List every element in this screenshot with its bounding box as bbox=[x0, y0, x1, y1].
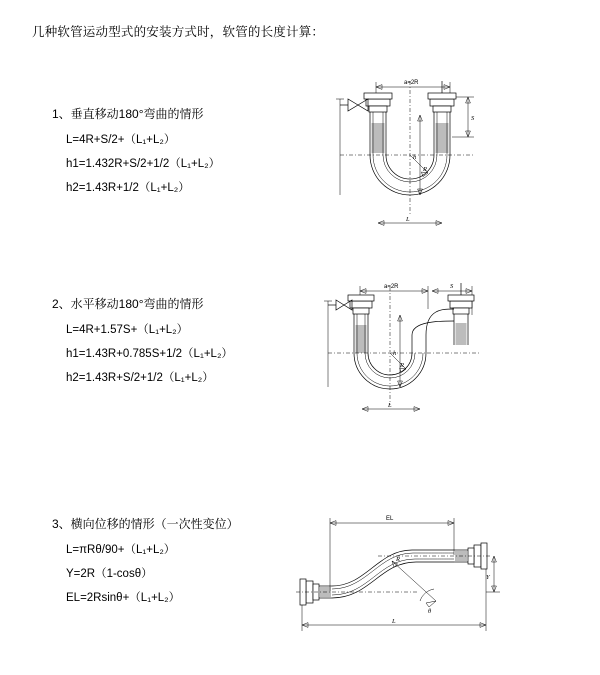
svg-text:h: h bbox=[413, 154, 417, 161]
section-1-formula-2: h1=1.432R+S/2+1/2（L₁+L₂） bbox=[66, 158, 221, 170]
svg-text:EL: EL bbox=[386, 516, 394, 522]
section-3-heading: 3、横向位移的情形（一次性变位） bbox=[52, 517, 239, 531]
svg-text:Y: Y bbox=[486, 574, 490, 581]
figure-vertical-180-bend bbox=[300, 75, 500, 265]
svg-text:a=2R: a=2R bbox=[384, 284, 399, 290]
section-1-heading: 1、垂直移动180°弯曲的情形 bbox=[52, 107, 204, 121]
svg-text:L: L bbox=[392, 618, 396, 625]
svg-text:S: S bbox=[471, 115, 475, 122]
section-3-formula-2: Y=2R（1-cosθ） bbox=[66, 568, 153, 580]
section-1-text bbox=[52, 105, 302, 203]
svg-text:R: R bbox=[400, 362, 404, 369]
figure-lateral-offset bbox=[288, 505, 508, 645]
svg-text:h: h bbox=[393, 350, 397, 357]
section-3-formula-3: EL=2Rsinθ+（L₁+L₂） bbox=[66, 592, 181, 604]
section-2-formula-3: h2=1.43R+S/2+1/2（L₁+L₂） bbox=[66, 372, 214, 384]
figure-horizontal-180-bend bbox=[300, 275, 500, 445]
section-2-formula-1: L=4R+1.57S+（L₁+L₂） bbox=[66, 324, 189, 336]
svg-text:L: L bbox=[388, 402, 392, 409]
page-title: 几种软管运动型式的安装方式时，软管的长度计算： bbox=[32, 25, 325, 39]
svg-text:L: L bbox=[406, 216, 410, 223]
section-3-text bbox=[52, 515, 302, 613]
svg-text:R: R bbox=[396, 556, 400, 563]
section-1-formula-1: L=4R+S/2+（L₁+L₂） bbox=[66, 134, 176, 146]
section-1-formula-3: h2=1.43R+1/2（L₁+L₂） bbox=[66, 182, 190, 194]
svg-text:S: S bbox=[450, 283, 454, 290]
section-2-heading: 2、水平移动180°弯曲的情形 bbox=[52, 297, 204, 311]
svg-text:θ: θ bbox=[428, 608, 432, 615]
svg-text:a=2R: a=2R bbox=[404, 80, 419, 86]
section-2-formula-2: h1=1.43R+0.785S+1/2（L₁+L₂） bbox=[66, 348, 233, 360]
svg-text:R: R bbox=[423, 166, 427, 173]
section-3-formula-1: L=πRθ/90+（L₁+L₂） bbox=[66, 544, 176, 556]
section-2-text bbox=[52, 295, 302, 393]
